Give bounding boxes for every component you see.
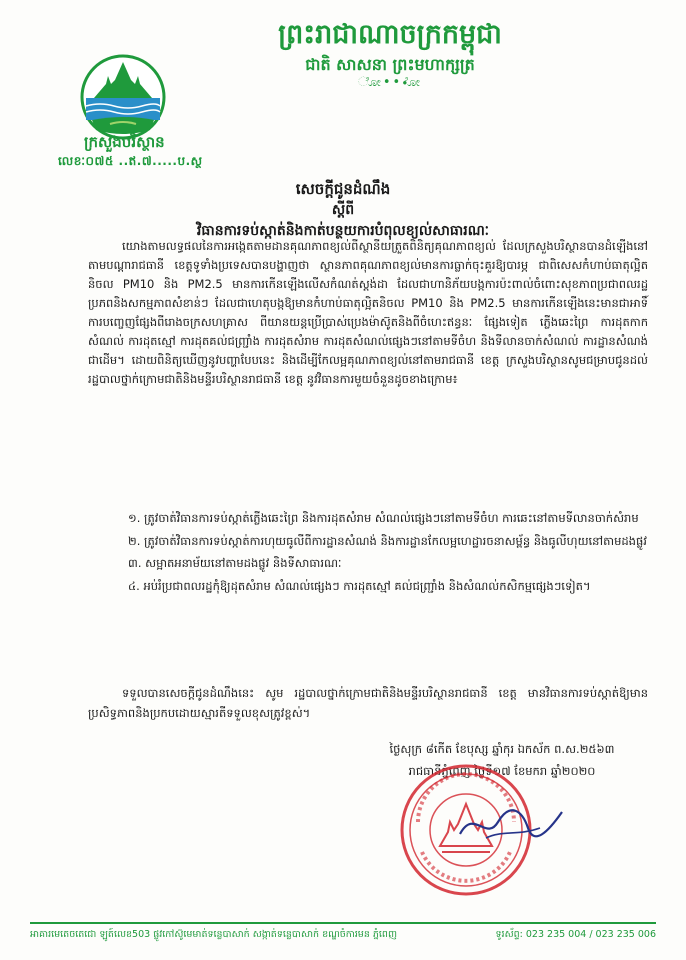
list-item: ២. ត្រូវចាត់វិធានការទប់ស្កាត់ការហុយធូលីពីការដ្ឋានសំណង់ និងការដ្ឋានកែលម្អហេដ្ឋារចនាសម្ព័ន្ធ និងធូលីហុយនៅតាមដងផ្លូវ	[128, 533, 647, 548]
list-item: ១. ត្រូវចាត់វិធានការទប់ស្កាត់ភ្លើងឆេះព្រៃ និងការដុតសំរាម សំណល់ផ្សេងៗនៅតាមទីចំហ ការឆេះនៅតាមទីលានចាក់សំរាម	[128, 511, 639, 525]
letterhead	[200, 18, 580, 90]
national-motto: ជាតិ សាសនា ព្រះមហាក្សត្រ	[305, 55, 475, 74]
list-item: ៣. សម្អាតអនាម័យនៅតាមដងផ្លូវ និងទីសាធារណៈ	[128, 556, 342, 570]
reference-number: លេខៈ០៧៥ ..ឥ.៧.....ប.ស្ថ	[58, 154, 203, 168]
ministry-name: ក្រសួងបរិស្ថាន	[84, 133, 165, 151]
footer-address: អាគារមេតេចតេជោ ឡូត៍លេខ503 ផ្លូវកៅស៊ូមេមាត់ទន្លេបាសាក់ សង្កាត់ទន្លេបាសាក់ ខណ្ឌចំការមន ភ្នំពេញ	[30, 929, 397, 940]
solar-date: រាជធានីភ្នំពេញ ថ្ងៃទី១៧ ខែមករា ឆ្នាំ២០២០	[408, 764, 596, 778]
intro-text: យោងតាមលទ្ធផលនៃការអង្កេតតាមដានគុណភាពខ្យល់ពីស្ថានីយត្រួតពិនិត្យគុណភាពខ្យល់ ដែលក្រសួងបរិស្ថានបានដំឡើងនៅតាមបណ្តារាជធានី ខេត្តទូទាំងប្រទេសបានបង្ហាញថា ស្ថានភាពគុណភាពខ្យល់មានការធ្លាក់ចុះគួរឱ្យបារម្ភ ជាពិសេសកំហាប់ធាតុល្អិតនិចល PM10 និង PM2.5 មានការកើនឡើងលើសកំណត់ស្តង់ដា ដែលជាហានិភ័យបង្កការប៉ះពាល់ចំពោះសុខភាពប្រជាពលរដ្ឋ ប្រភពនិងសកម្មភាពសំខាន់ៗ ដែលជាហេតុបង្កឱ្យមានកំហាប់ធាតុល្អិតនិចល PM10 និង PM2.5 មានការកើនឡើងនេះមានជាអាទិ៍ ការបញ្ចេញផ្សែងពីរោងចក្រសហគ្រាស ពីយានយន្តប្រើប្រាស់ប្រេងម៉ាស៊ូតនិងពីចំហេះឥន្ធនៈ ផ្សែងទៀត ភ្លើងឆេះព្រៃ ការដុតកាកសំណល់ ការដុតស្មៅ ការដុតគល់ជញ្ជ្រាំង ការដុតសំរាម ការដុតសំណល់ផ្សេងៗនៅតាមទីចំហ និងទីលានចាក់សំណល់ ការដ្ឋានសំណង់ជាដើម។ ដោយពិនិត្យឃើញនូវបញ្ហាបែបនេះ និងដើម្បីកែលម្អគុណភាពខ្យល់នៅតាមរាជធានី ខេត្ត ក្រសួងបរិស្ថានសូមជម្រាបជូនដល់រដ្ឋបាលថ្នាក់ក្រោមជាតិនិងមន្ទីរបរិស្ថានរាជធានី ខេត្ត នូវវិធានការមួយចំនួនដូចខាងក្រោម៖	[88, 239, 648, 386]
lunar-date: ថ្ងៃសុក្រ ៨កើត ខែបុស្ស ឆ្នាំកុរ ឯកស័ក ព.ស.២៥៦៣	[389, 742, 615, 756]
closing-paragraph: ទទួលបានសេចក្តីជូនដំណឹងនេះ សូម រដ្ឋបាលថ្នាក់ក្រោមជាតិនិងមន្ទីរបរិស្ថានរាជធានី ខេត្ត មានវិធានការទប់ស្កាត់ឱ្យមានប្រសិទ្ធភាពនិងប្រកបដោយស្មារតីទទួលខុសត្រូវខ្ពស់។	[88, 686, 648, 720]
measures-list	[128, 508, 650, 598]
footer-divider	[30, 922, 656, 924]
title-subject: វិធានការទប់ស្កាត់និងកាត់បន្ថយការបំពុលខ្យល់សាធារណៈ	[196, 223, 490, 239]
signature-icon	[456, 802, 566, 846]
document-title	[0, 178, 686, 242]
title-announcement: សេចក្តីជូនដំណឹង	[295, 180, 391, 198]
title-regarding: ស្តីពី	[331, 202, 355, 218]
intro-paragraph	[88, 237, 648, 389]
footer-phone: ទូរស័ព្ទ: 023 235 004 / 023 235 006	[495, 929, 656, 940]
ornament-divider: ೋ•••ೋ	[358, 75, 422, 90]
list-item: ៤. អប់រំប្រជាពលរដ្ឋកុំឱ្យដុតសំរាម សំណល់ផ្សេងៗ ការដុតស្មៅ គល់ជញ្ជ្រាំង និងសំណល់កសិកម្មផ្សេងៗទៀត។	[128, 578, 591, 593]
ministry-logo-icon	[80, 54, 166, 140]
kingdom-title: ព្រះរាជាណាចក្រកម្ពុជា	[278, 19, 502, 50]
